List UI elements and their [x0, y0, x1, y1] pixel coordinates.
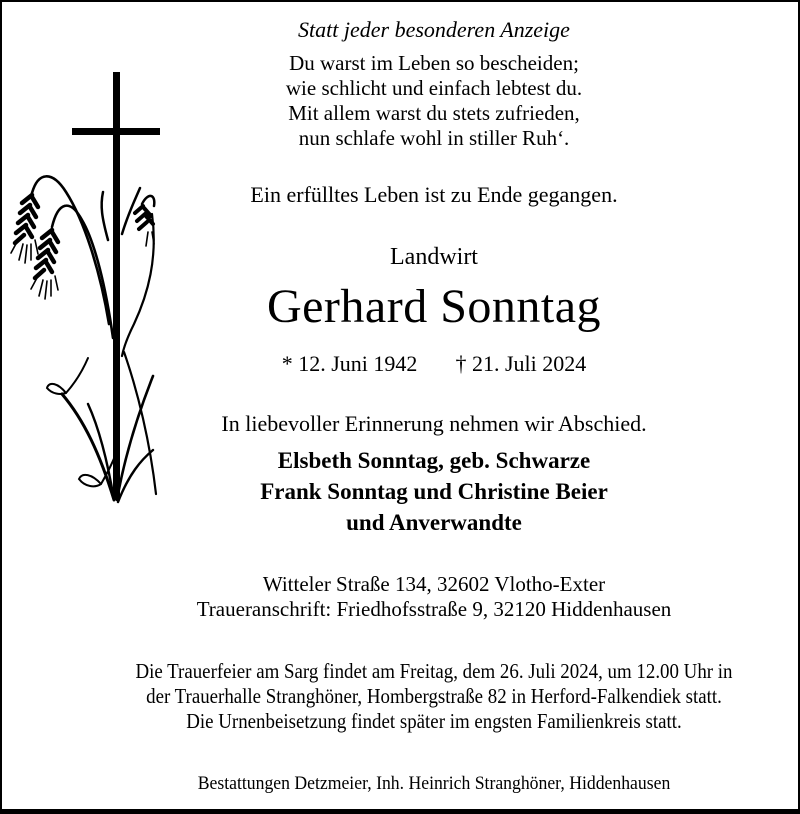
memorial-poem — [70, 51, 798, 151]
service-line: Die Urnenbeisetzung findet später im engsten Familienkreis statt. — [186, 709, 682, 733]
poem-line: Mit allem warst du stets zufrieden, — [288, 101, 580, 125]
service-line: der Trauerhalle Stranghöner, Hombergstraße 82 in Herford-Falkendiek statt. — [146, 684, 722, 708]
service-line: Die Trauerfeier am Sarg findet am Freitag, dem 26. Juli 2024, um 12.00 Uhr in — [135, 659, 733, 683]
service-details — [106, 659, 761, 734]
farewell-sentence: In liebevoller Erinnerung nehmen wir Abschied. — [221, 411, 647, 436]
poem-line: wie schlicht und einfach lebtest du. — [285, 76, 583, 100]
poem-line: nun schlafe wohl in stiller Ruh‘. — [298, 126, 570, 150]
mourner-line: Frank Sonntag und Christine Beier — [260, 479, 608, 504]
mourner-line: und Anverwandte — [346, 510, 522, 535]
funeral-home-line: Bestattungen Detzmeier, Inh. Heinrich Stranghöner, Hiddenhausen — [197, 773, 671, 794]
home-address-line: Witteler Straße 134, 32602 Vlotho-Exter — [262, 572, 606, 596]
intro-sentence: Ein erfülltes Leben ist zu Ende gegangen. — [250, 182, 618, 207]
notice-text-column — [70, 2, 798, 809]
deceased-occupation: Landwirt — [390, 244, 478, 270]
wheat-ear-left — [15, 195, 38, 243]
preamble-line: Statt jeder besonderen Anzeige — [298, 17, 570, 42]
death-date: † 21. Juli 2024 — [455, 351, 587, 376]
deceased-name: Gerhard Sonntag — [266, 280, 602, 333]
birth-date: * 12. Juni 1942 — [281, 351, 418, 376]
poem-line: Du warst im Leben so bescheiden; — [289, 51, 579, 75]
mourner-line: Elsbeth Sonntag, geb. Schwarze — [277, 448, 591, 473]
condolence-address-line: Traueranschrift: Friedhofsstraße 9, 32120 Hiddenhausen — [196, 597, 672, 621]
address-block — [70, 572, 798, 622]
mourners-list — [70, 445, 798, 538]
life-dates — [70, 351, 798, 377]
